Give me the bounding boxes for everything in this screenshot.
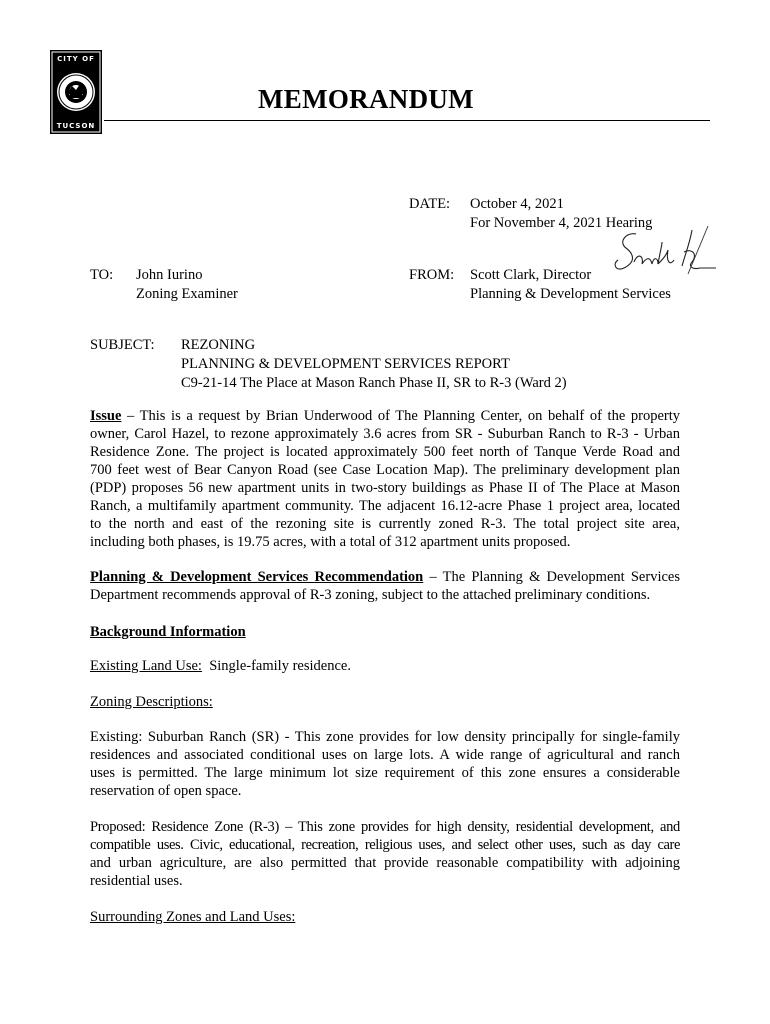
- proposed-zone-line: compatible uses. Civic, educational, recreation, religious uses, and select other uses, such as day care: [90, 837, 680, 853]
- proposed-zone-line: and urban agriculture, are also permitted that provide reasonable compatibility with adjoining: [90, 855, 680, 871]
- existing-land-use: [90, 657, 351, 675]
- existing-zone-line: residences and associated conditional uses on large lots. A wide range of agricultural and ranch: [90, 747, 680, 763]
- zoning-descriptions-heading: Zoning Descriptions:: [90, 694, 213, 710]
- proposed-zone-paragraph: [90, 818, 680, 890]
- existing-zone-line: uses is permitted. The large minimum lot size requirement of this zone ensures a considerable: [90, 765, 680, 781]
- issue-line: to the north and east of the rezoning site is currently zoned R-3. The total project site area,: [90, 516, 680, 532]
- svg-text:TUCSON: TUCSON: [56, 122, 96, 130]
- existing-land-use-value: Single-family residence.: [201, 658, 351, 674]
- signature: [596, 222, 718, 282]
- subject-block: [181, 336, 567, 393]
- existing-zone-paragraph: [90, 728, 680, 800]
- date-value: October 4, 2021: [470, 196, 564, 212]
- from-title: Planning & Development Services: [470, 286, 671, 302]
- to-block: [136, 266, 238, 304]
- from-name: Scott Clark, Director: [470, 267, 592, 283]
- recommendation-line: Planning & Development Services Recommendation – The Planning & Development Services: [90, 569, 680, 585]
- memo-title: MEMORANDUM: [258, 84, 474, 114]
- date-label: DATE:: [409, 196, 451, 212]
- issue-line: owner, Carol Hazel, to rezone approximately 3.6 acres from SR - Suburban Ranch to R-3 - Urban: [90, 426, 680, 442]
- existing-zone-line: Existing: Suburban Ranch (SR) - This zone provides for low density principally for single-family: [90, 729, 680, 745]
- existing-zone-line: reservation of open space.: [90, 783, 242, 799]
- recommendation-line: Department recommends approval of R-3 zoning, subject to the attached preliminary conditions.: [90, 587, 651, 603]
- proposed-zone-line: residential uses.: [90, 873, 183, 889]
- to-title: Zoning Examiner: [136, 286, 238, 302]
- issue-heading: Issue: [90, 408, 122, 424]
- to-label: TO:: [90, 267, 114, 283]
- title-rule: [104, 120, 710, 121]
- surrounding-zones-heading: Surrounding Zones and Land Uses:: [90, 909, 296, 925]
- to-name: John Iurino: [136, 267, 203, 283]
- recommendation-paragraph: [90, 568, 680, 604]
- subject-line-2: PLANNING & DEVELOPMENT SERVICES REPORT: [181, 356, 510, 372]
- issue-line: (PDP) proposes 56 new apartment units in two-story buildings as Phase II of The Place at Mason: [90, 480, 680, 496]
- subject-line-3: C9-21-14 The Place at Mason Ranch Phase II, SR to R-3 (Ward 2): [181, 375, 567, 391]
- issue-line: Residence Zone. The project is located approximately 500 feet north of Tanque Verde Road and: [90, 444, 680, 460]
- svg-text:CITY OF: CITY OF: [57, 55, 95, 63]
- existing-land-use-label: Existing Land Use:: [90, 658, 202, 674]
- background-heading: Background Information: [90, 624, 246, 640]
- proposed-zone-line: Proposed: Residence Zone (R-3) – This zone provides for high density, residential development, and: [90, 819, 680, 835]
- from-label: FROM:: [409, 267, 455, 283]
- recommendation-heading: Planning & Development Services Recommendation: [90, 569, 424, 585]
- issue-line: including both phases, is 19.75 acres, with a total of 312 apartment units proposed.: [90, 534, 571, 550]
- hearing-date: For November 4, 2021 Hearing: [470, 215, 653, 231]
- issue-line: 700 feet west of Bear Canyon Road (see Case Location Map). The preliminary development plan: [90, 462, 680, 478]
- city-of-tucson-logo: [50, 50, 102, 134]
- subject-label: SUBJECT:: [90, 337, 155, 353]
- issue-line: Ranch, a multifamily apartment community. The adjacent 16.12-acre Phase 1 project area, located: [90, 498, 680, 514]
- issue-line: Issue – This is a request by Brian Underwood of The Planning Center, on behalf of the property: [90, 408, 680, 424]
- issue-paragraph: [90, 407, 680, 551]
- subject-line-1: REZONING: [181, 337, 256, 353]
